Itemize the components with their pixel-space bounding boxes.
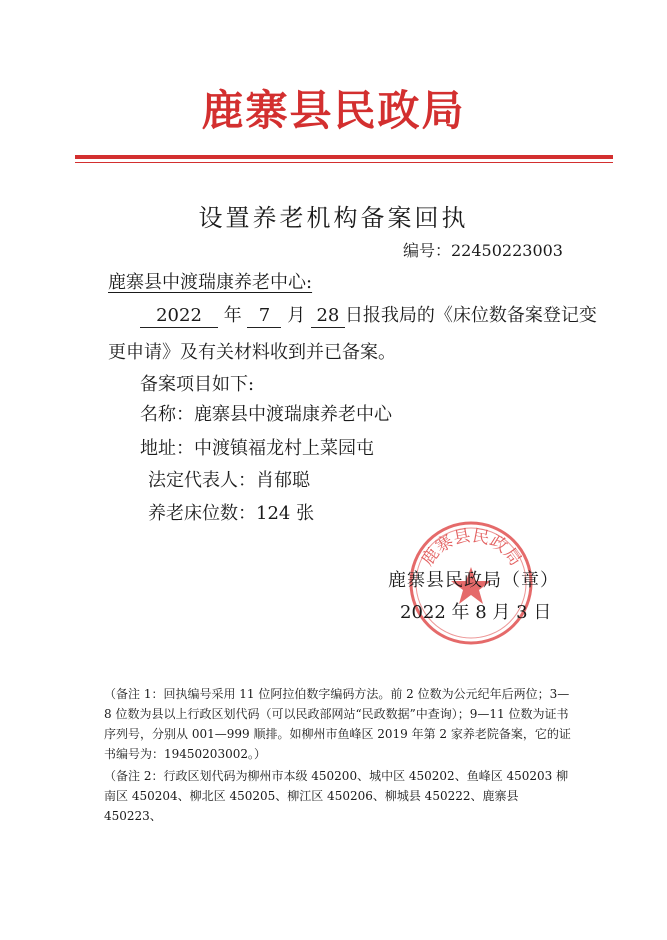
agency-header: 鹿寨县民政局 xyxy=(201,86,466,135)
issuer: 鹿寨县民政局（章） xyxy=(388,570,559,591)
filing-year: 2022 xyxy=(140,305,218,328)
items-intro: 备案项目如下: xyxy=(140,374,255,395)
addressee: 鹿寨县中渡瑞康养老中心: xyxy=(108,272,313,293)
field-legal-rep: 法定代表人：肖郁聪 xyxy=(148,470,310,491)
body-line-2: 更申请》及有关材料收到并已备案。 xyxy=(108,342,396,363)
filing-month: 7 xyxy=(247,305,281,328)
header-rule-thin xyxy=(75,162,613,163)
month-suffix: 月 xyxy=(287,305,306,326)
header-rule-thick xyxy=(75,155,613,159)
issue-date: 2022 年 8 月 3 日 xyxy=(400,602,552,623)
document-number: 编号：22450223003 xyxy=(403,241,563,260)
document-title: 设置养老机构备案回执 xyxy=(198,204,469,232)
field-address: 地址：中渡镇福龙村上菜园屯 xyxy=(140,438,374,459)
field-name: 名称：鹿寨县中渡瑞康养老中心 xyxy=(140,404,392,425)
seal-text: 鹿寨县民政局 xyxy=(417,525,526,570)
body-line-1-rest: 日报我局的《床位数备案登记变 xyxy=(344,305,597,326)
note-1: （备注 1：回执编号采用 11 位阿拉伯数字编码方法。前 2 位数为公元纪年后两位；3—8 位数为县以上行政区划代码（可以民政部网站“民政数据”中查询）；9—11 位数为证书序列号，分别从 001—999 顺排。如柳州市鱼峰区 2019 年第 2 家养老院备案，它的证书编号为：19450203002。） xyxy=(104,687,571,761)
field-beds: 养老床位数：124 张 xyxy=(148,503,315,524)
note-2: （备注 2：行政区划代码为柳州市本级 450200、城中区 450202、鱼峰区 450203 柳南区 450204、柳北区 450205、柳江区 450206、柳城县 450222、鹿寨县 450223、 xyxy=(104,769,569,823)
year-suffix: 年 xyxy=(223,305,242,326)
body-line-1 xyxy=(140,301,597,328)
filing-day: 28 xyxy=(311,305,345,328)
